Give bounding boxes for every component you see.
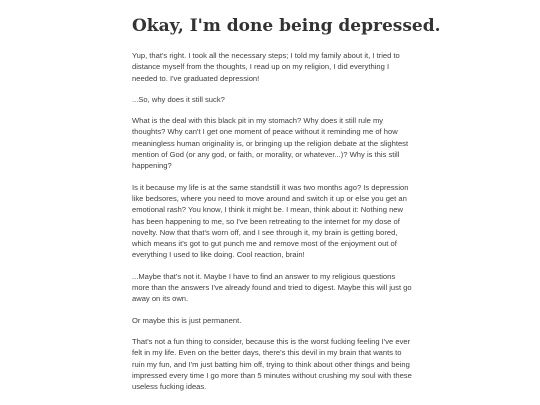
paragraph-3: What is the deal with this black pit in my stomach? Why does it still rule my thoughts? Why can't I get one moment of peace without it reminding me of how meaningless human originality is, or bringing up the religion debate at the slightest mention of God (or any god, or faith, or morality, or whatever...)? Why is this still happening? — [132, 116, 409, 171]
paragraph-4: Is it because my life is at the same standstill it was two months ago? Is depression like bedsores, where you need to move around and switch it up or else you get an emotional rash? You know, I think it might be. I mean, think about it: Nothing new has been happening to me, so I've been retreating to the internet for my dose of novelty. Now that that's worn off, and I see through it, my brain is getting bored, which means it's got to gut punch me and remove most of the enjoyment out of everything I used to like doing. Cool reaction, brain! — [132, 182, 409, 260]
paragraph-5: ...Maybe that's not it. Maybe I have to find an answer to my religious questions more than the answers I've already found and tried to digest. Maybe this will just go away on its own. — [132, 271, 412, 304]
paragraph-6: Or maybe this is just permanent. — [132, 315, 242, 325]
paragraph-1: Yup, that's right. I took all the necessary steps; I told my family about it, I tried to distance myself from the thoughts, I read up on my religion, I did everything I needed to. I've graduated depression! — [132, 51, 400, 83]
paragraph-7: That's not a fun thing to consider, because this is the worst fucking feeling I've ever felt in my life. Even on the better days, there's this devil in my brain that wants to ruin my fun, and I'm just batting him off, trying to think about other things and being impressed every time I go more than 5 minutes without crushing my soul with these useless fucking ideas. — [132, 336, 412, 392]
article — [132, 0, 441, 402]
post-title: Okay, I'm done being depressed. — [132, 16, 441, 36]
paragraph-2: ...So, why does it still suck? — [132, 94, 225, 104]
